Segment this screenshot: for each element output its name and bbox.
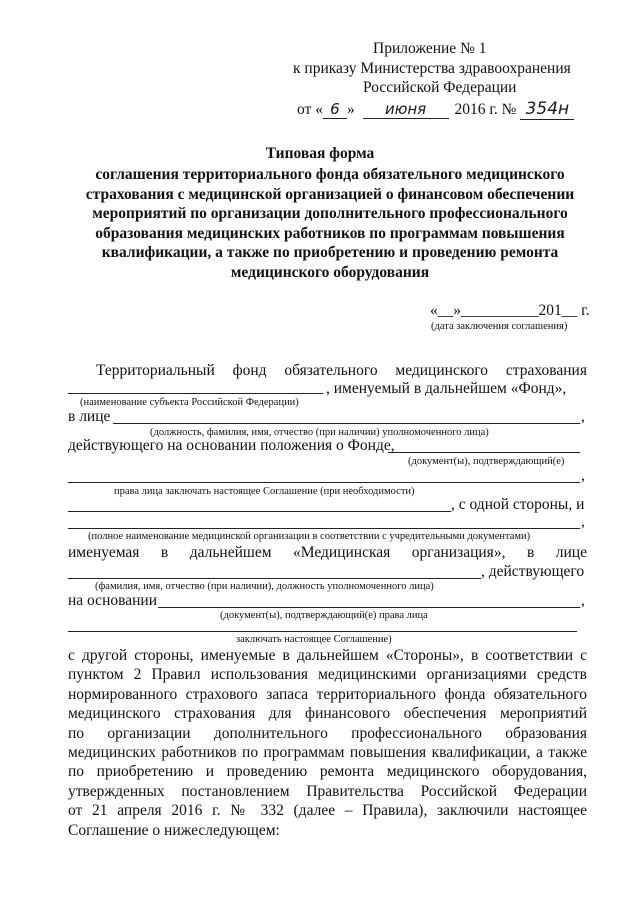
rights-field[interactable] bbox=[68, 482, 580, 483]
word: в bbox=[526, 544, 535, 561]
title-line: образования медицинских работников по программам повышения bbox=[95, 224, 565, 242]
word: организация», bbox=[411, 544, 506, 561]
date-close: » bbox=[346, 101, 355, 118]
intro-line bbox=[96, 362, 587, 380]
order-year: 2016 г. № bbox=[454, 101, 517, 118]
document-caption: (документ(ы), подтверждающий(е) bbox=[408, 456, 565, 467]
word: фонд bbox=[232, 362, 267, 379]
form-heading: Типовая форма bbox=[265, 145, 375, 162]
in-person-label: в лице bbox=[68, 408, 111, 425]
body-line: медицинского страхования для финансового обеспечения мероприятий bbox=[68, 705, 587, 723]
form-title bbox=[60, 165, 600, 282]
body-line: медицинских работников по программам повышения квалификации, а также bbox=[68, 744, 587, 762]
order-month: июня bbox=[363, 100, 449, 119]
title-line: страхования с медицинской организацией о финансовом обеспечении bbox=[85, 185, 575, 203]
title-line: медицинского оборудования bbox=[230, 263, 430, 281]
word: «Медицинская bbox=[293, 544, 391, 561]
comma: , bbox=[581, 408, 585, 425]
body-line: утвержденных постановлением Правительства Российской Федерации bbox=[68, 782, 587, 800]
org-name-caption: (полное наименование медицинской организации в соответствии с учредительными документами) bbox=[88, 531, 531, 542]
fund-extra-field[interactable] bbox=[68, 511, 451, 512]
body-line: от 21 апреля 2016 г. № 332 (далее – Правила), заключили настоящее bbox=[68, 802, 587, 820]
position-caption-2: (фамилия, имя, отчество (при наличии), должность уполномоченного лица) bbox=[95, 581, 434, 592]
body-line: с другой стороны, именуемые в дальнейшем «Стороны», в соответствии с bbox=[68, 647, 587, 664]
body-paragraph bbox=[68, 646, 587, 840]
comma: , bbox=[581, 467, 585, 484]
body-line: нормированного страхового запаса территориального фонда обязательного bbox=[68, 685, 587, 703]
title-line: соглашения территориального фонда обязательного медицинского bbox=[95, 166, 565, 183]
org-name-field[interactable] bbox=[68, 528, 580, 529]
word: лице bbox=[555, 544, 587, 561]
comma: , bbox=[581, 513, 585, 530]
on-basis-label: на основании bbox=[68, 592, 157, 609]
order-of-ministry: к приказу Министерства здравоохранения bbox=[293, 60, 571, 77]
position-caption: (должность, фамилия, имя, отчество (при наличии) уполномоченного лица) bbox=[150, 427, 489, 438]
acting-label: , действующего bbox=[481, 563, 585, 580]
word: страхования bbox=[505, 362, 587, 379]
word: в bbox=[160, 544, 169, 561]
order-number: 354н bbox=[520, 99, 574, 120]
body-line: пунктом 2 Правил использования медицинскими организациями средств bbox=[68, 666, 587, 684]
document-caption-2: (документ(ы), подтверждающий(е) права лица bbox=[220, 610, 428, 621]
org-named-line bbox=[68, 544, 587, 562]
org-document-field[interactable] bbox=[158, 607, 580, 608]
appendix-number: Приложение № 1 bbox=[373, 40, 487, 57]
fund-representative-field[interactable] bbox=[113, 423, 580, 424]
word: Территориальный bbox=[96, 362, 215, 379]
title-line: мероприятий по организации дополнительного профессионального bbox=[92, 205, 568, 222]
body-line: по организации дополнительного профессионального образования bbox=[68, 724, 587, 742]
word: именуемая bbox=[68, 544, 140, 561]
subject-name-field[interactable] bbox=[68, 393, 323, 394]
date-prefix: от « bbox=[297, 101, 323, 118]
comma: , bbox=[581, 592, 585, 609]
fund-named-tail: , именуемый в дальнейшем «Фонд», bbox=[326, 380, 567, 397]
order-day: 6 bbox=[323, 100, 347, 119]
title-line: квалификации, а также по приобретению и проведению ремонта bbox=[101, 244, 559, 261]
word: обязательного bbox=[284, 362, 378, 379]
org-representative-field[interactable] bbox=[68, 578, 481, 579]
conclude-caption: заключать настоящее Соглашение) bbox=[236, 634, 392, 645]
body-line: по приобретению и проведению ремонта медицинского оборудования, bbox=[68, 763, 587, 781]
acting-basis-label: действующего на основании положения о Фонде, bbox=[68, 437, 395, 454]
rights-caption: права лица заключать настоящее Соглашение (при необходимости) bbox=[114, 486, 415, 497]
agreement-date-field: «__»__________201__ г. bbox=[430, 302, 590, 319]
org-rights-field[interactable] bbox=[68, 631, 577, 632]
one-side-label: , с одной стороны, и bbox=[451, 496, 585, 513]
subject-caption: (наименование субъекта Российской Федерации) bbox=[80, 397, 299, 408]
word: дальнейшем bbox=[189, 544, 272, 561]
word: медицинского bbox=[395, 362, 489, 379]
order-date-line bbox=[297, 99, 574, 120]
body-line-last: Соглашение о нижеследующем: bbox=[68, 821, 280, 839]
russian-federation: Российской Федерации bbox=[363, 79, 517, 96]
fund-document-field[interactable] bbox=[388, 452, 580, 453]
agreement-date-caption: (дата заключения соглашения) bbox=[431, 321, 568, 332]
